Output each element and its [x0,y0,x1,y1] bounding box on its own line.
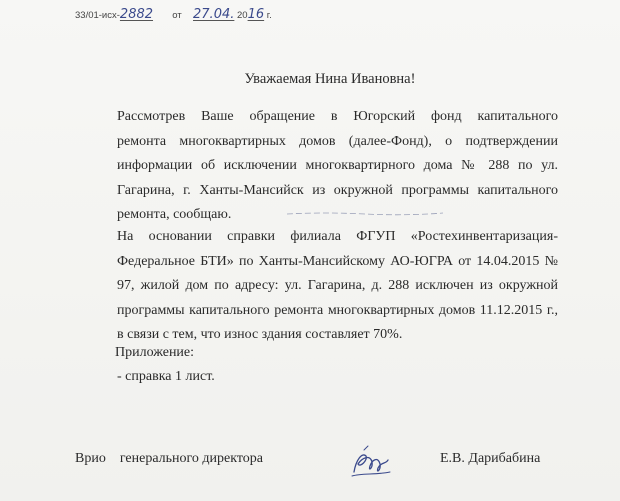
signatory-name: Е.В. Дарибабина [440,451,541,466]
year-suffix: 16 [247,7,265,22]
paragraph-2-line: программы капитального ремонта многоквартирных домов 11.12.2015 г., [117,302,558,318]
paragraph-2-line: На основании справки филиала ФГУП «Ростехинвентаризация- [117,229,558,244]
outgoing-number-line [75,7,272,22]
paragraph-1-line: Гагарина, г. Ханты-Мансийск из окружной программы капитального [117,182,558,198]
outgoing-number: 2882 [119,7,154,22]
paragraph-2-line: 97, жилой дом по адресу: ул. Гагарина, д. 288 исключен из окружной [117,278,558,293]
paragraph-2-line: Федеральное БТИ» по Ханты-Мансийскому АО-ЮГРА от 14.04.2015 № [117,253,558,269]
signatory-title [75,451,263,467]
signatory-title-position: генерального директора [119,451,264,466]
year-unit: г. [266,10,272,21]
date-from-label: от [172,10,182,21]
attachment-item: - справка 1 лист. [117,369,215,384]
pen-mark-line [285,208,445,218]
outgoing-prefix: 33/01-исх- [75,10,120,21]
date-day-month: 27.04. [193,7,235,22]
greeting: Уважаемая Нина Ивановна! [244,71,416,87]
signatory-title-acting: Врио [75,451,106,466]
attachment-label: Приложение: [115,345,195,360]
paragraph-1-line: Рассмотрев Ваше обращение в Югорский фонд капитального [117,109,558,124]
year-prefix: 20 [237,10,248,21]
paragraph-1-line: информации об исключении многоквартирного дома № 288 по ул. [117,158,558,173]
paragraph-1-line: ремонта, сообщаю. [117,207,232,222]
paragraph-2-line: в связи с тем, что износ здания составляет 70%. [117,327,403,342]
paragraph-1-line: ремонта многоквартирных домов (далее-Фонд), о подтверждении [117,133,558,149]
paragraph-2 [75,225,558,348]
handwritten-signature [348,442,392,482]
